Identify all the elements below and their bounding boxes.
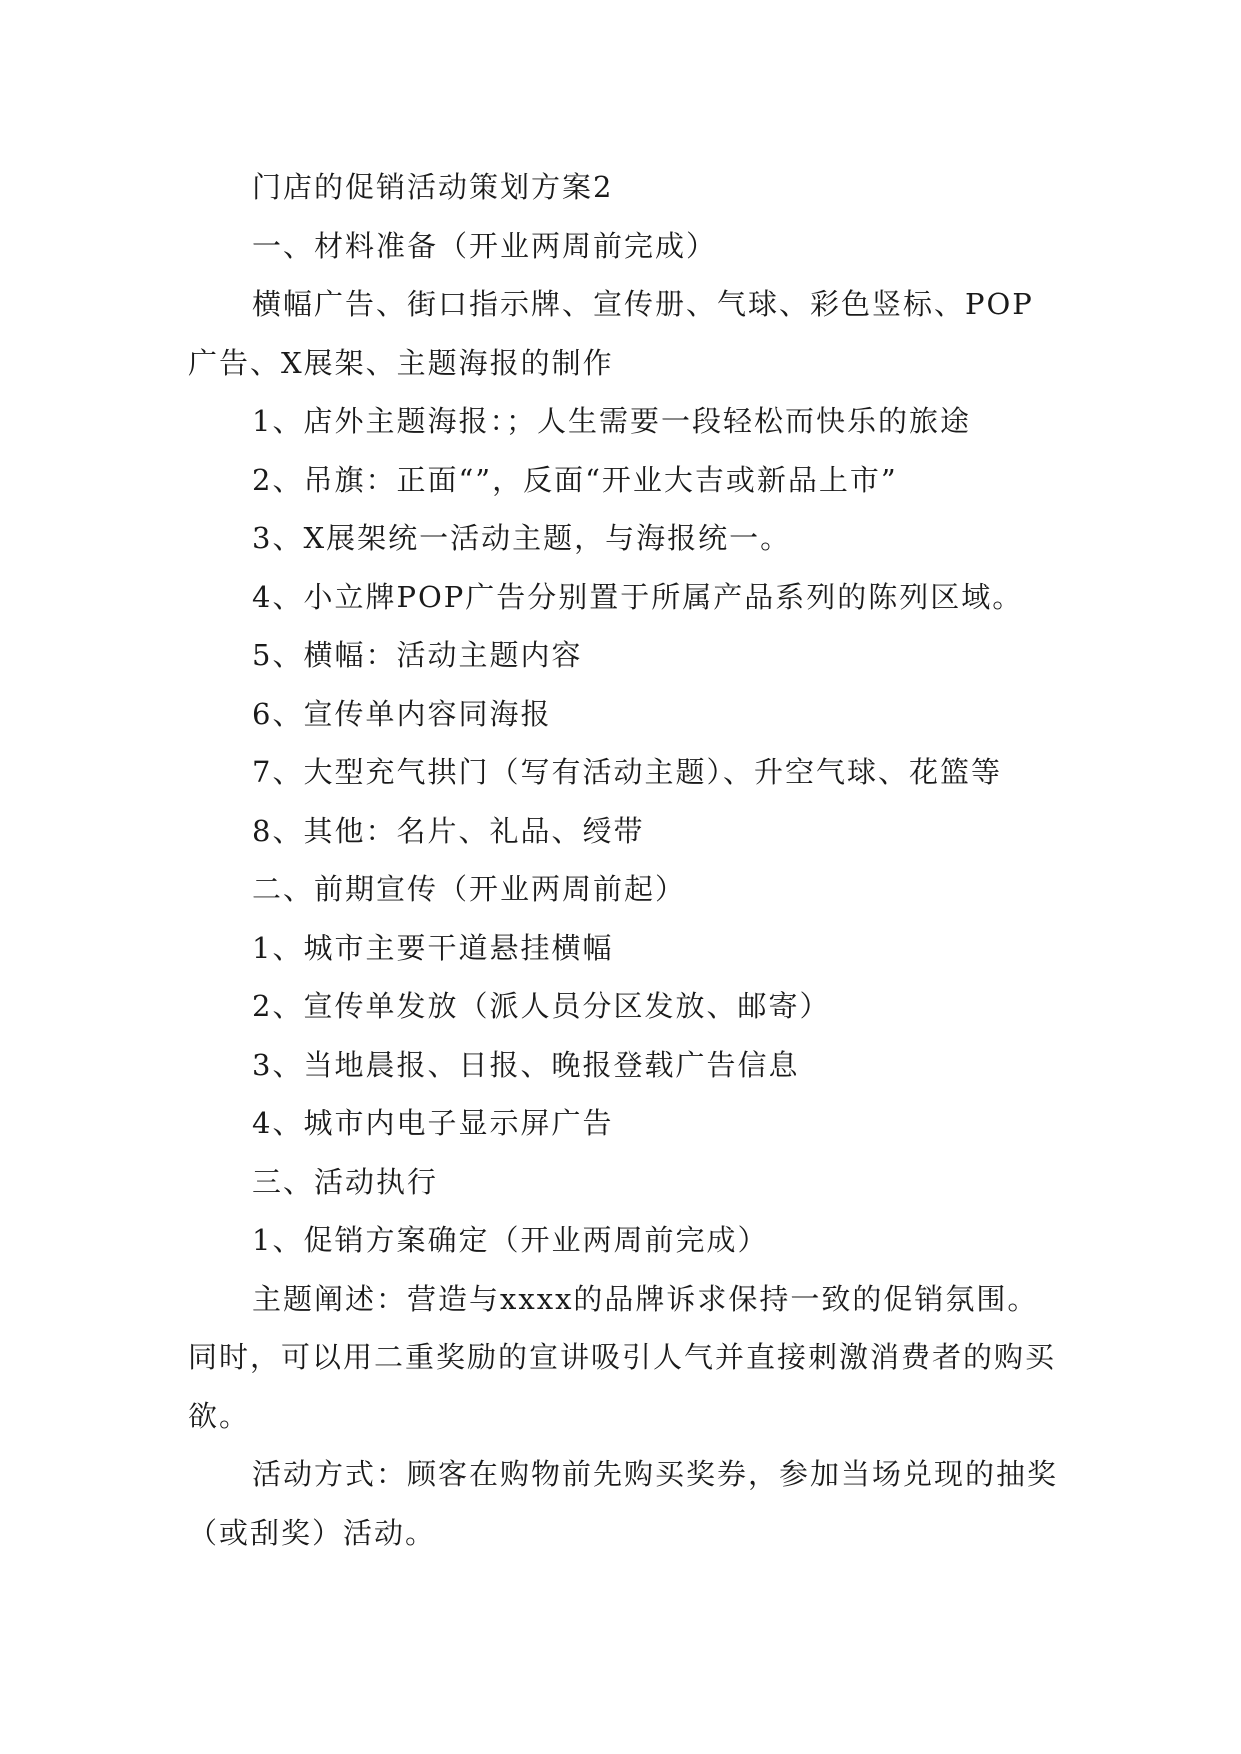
list-item: 3、X展架统一活动主题，与海报统一。 bbox=[252, 521, 792, 555]
document-title: 门店的促销活动策划方案2 bbox=[252, 170, 614, 204]
list-item: 6、宣传单内容同海报 bbox=[252, 696, 552, 731]
list-item: 1、城市主要干道悬挂横幅 bbox=[252, 930, 614, 965]
list-item: 5、横幅：活动主题内容 bbox=[252, 638, 583, 672]
list-item: 8、其他：名片、礼品、绶带 bbox=[252, 813, 645, 848]
section-heading-execution: 三、活动执行 bbox=[252, 1164, 439, 1199]
section-heading-materials: 一、材料准备（开业两周前完成） bbox=[252, 228, 718, 263]
paragraph-theme: 主题阐述：营造与xxxx的品牌诉求保持一致的促销氛围。同时，可以用二重奖励的宣讲吸引人气并直接刺激消费者的购买欲。 bbox=[188, 1281, 1057, 1433]
document-body bbox=[188, 158, 1058, 1562]
list-item: 2、吊旗：正面“”，反面“开业大吉或新品上市” bbox=[252, 462, 898, 497]
list-item: 3、当地晨报、日报、晚报登载广告信息 bbox=[252, 1047, 800, 1082]
paragraph-activity-method: 活动方式：顾客在购物前先购买奖券，参加当场兑现的抽奖（或刮奖）活动。 bbox=[188, 1457, 1059, 1550]
list-item: 4、小立牌POP广告分别置于所属产品系列的陈列区域。 bbox=[252, 579, 1024, 614]
list-item: 7、大型充气拱门（写有活动主题）、升空气球、花篮等 bbox=[252, 755, 1002, 789]
list-item: 1、店外主题海报：；人生需要一段轻松而快乐的旅途 bbox=[252, 404, 971, 438]
section-heading-promotion: 二、前期宣传（开业两周前起） bbox=[252, 872, 687, 906]
list-item: 4、城市内电子显示屏广告 bbox=[252, 1106, 614, 1140]
list-item: 1、促销方案确定（开业两周前完成） bbox=[252, 1223, 769, 1257]
paragraph-materials-list: 横幅广告、街口指示牌、宣传册、气球、彩色竖标、POP广告、X展架、主题海报的制作 bbox=[188, 287, 1034, 380]
list-item: 2、宣传单发放（派人员分区发放、邮寄） bbox=[252, 989, 831, 1023]
